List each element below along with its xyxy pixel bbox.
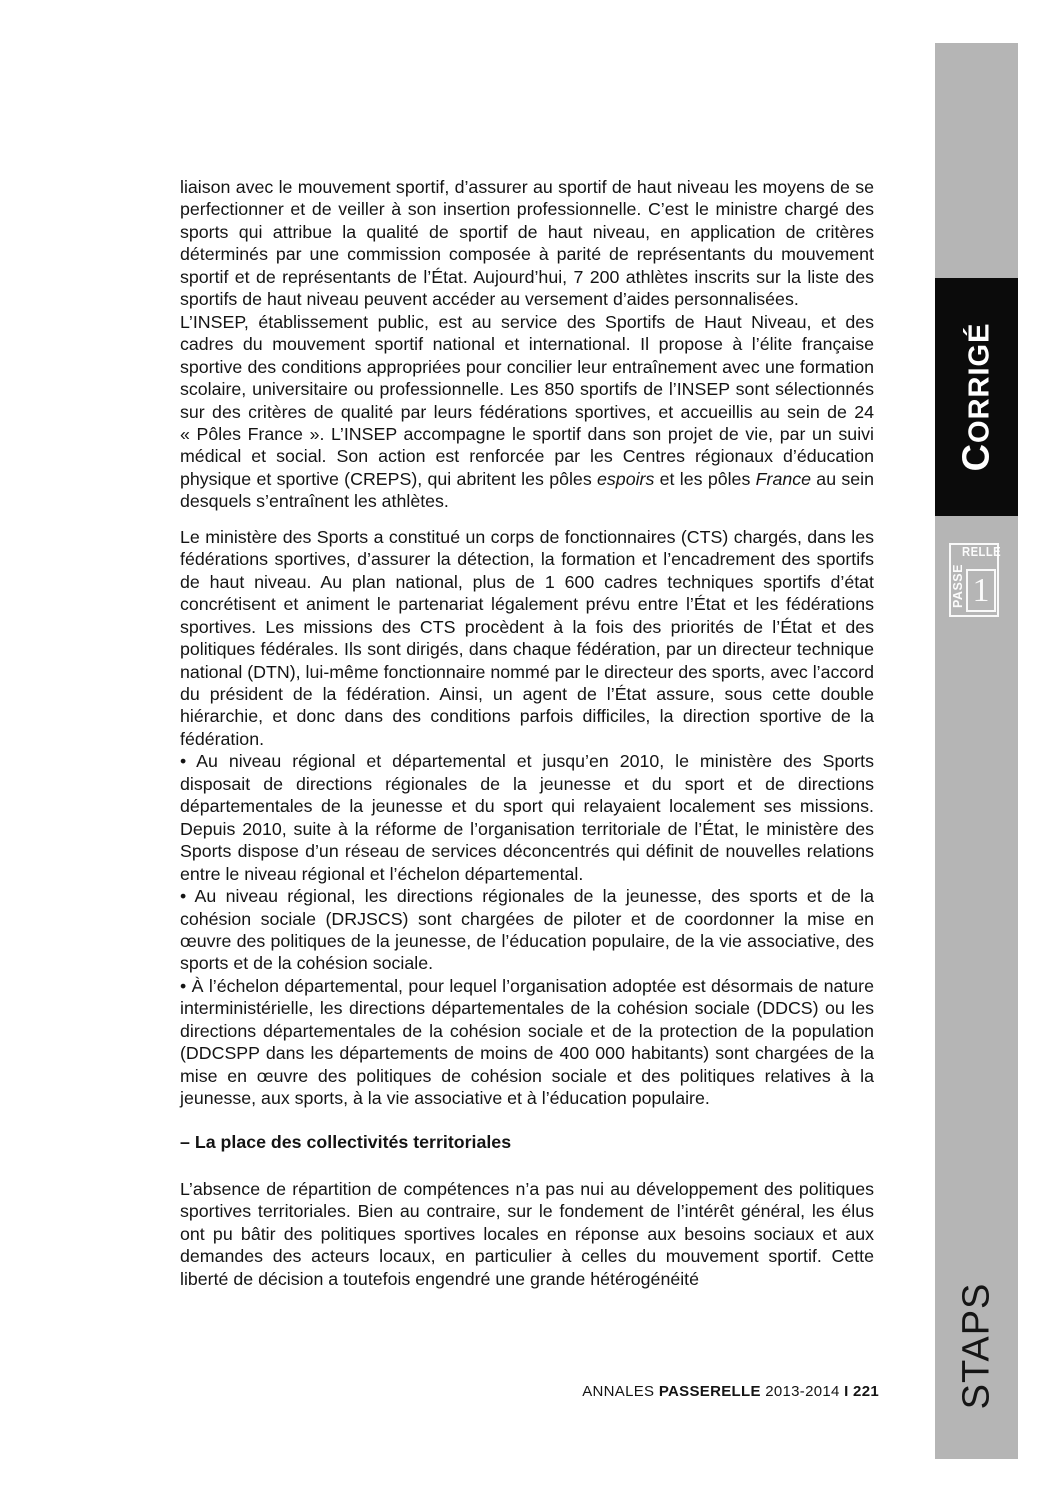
corrige-rest: ORRIGÉ [963, 322, 996, 443]
footer-line [180, 1383, 879, 1400]
text-segment: 2013-2014 [760, 1383, 845, 1400]
text-segment: au sein desquels s’entraînent les athlètes. [180, 468, 875, 512]
section-heading [180, 1131, 874, 1153]
paragraph [180, 176, 874, 311]
paragraph [180, 311, 874, 513]
bullet-paragraph [180, 885, 874, 975]
logo-number: 1 [972, 571, 990, 609]
text-segment: espoirs [597, 468, 655, 489]
logo-relle-text: RELLE [962, 545, 1002, 559]
logo-number-box [966, 569, 996, 612]
corrige-tab [935, 278, 1018, 516]
passerelle-logo [949, 543, 1002, 617]
text-segment: • Au niveau régional et départemental et jusqu’en 2010, le ministère des Sports disposait de directions régionales de la jeunesse et du sport et de directions départementales de la jeunesse et du sport qui relayaient localement ses missions. Depuis 2010, suite à la réforme de l’organisation territoriale de l’État, le ministère des Sports dispose d’un réseau de services déconcentrés qui définit de nouvelles relations entre le niveau régional et l’échelon départemental. [180, 751, 874, 884]
text-segment: Le ministère des Sports a constitué un corps de fonctionnaires (CTS) chargés, dans les fédérations sportives, d’assurer la détection, la formation et l’encadrement des sportifs de haut niveau. Au plan national, plus de 1 600 cadres techniques sportifs d’état concrétisent et animent le partenariat légalement prévu entre l’État et les fédérations sportives. Les missions des CTS procèdent à la fois des priorités de l’État et des politiques fédérales. Ils sont dirigés, dans chaque fédération, par un directeur technique national (DTN), lui-même fonctionnaire nommé par le directeur des sports, avec l’accord du président de la fédération. Ainsi, un agent de l’État assure, sous cette double hiérarchie, et donc dans des conditions parfois difficiles, la direction sportive de la fédération. [180, 526, 874, 749]
corrige-label [955, 322, 998, 472]
bullet-paragraph [180, 975, 874, 1110]
content-blocks [180, 176, 874, 1290]
corrige-initial: C [955, 442, 998, 472]
staps-wrap [935, 1263, 1018, 1428]
sidebar-strip [935, 43, 1018, 1459]
text-segment: I 221 [844, 1383, 879, 1400]
text-segment: ANNALES [582, 1383, 659, 1400]
logo-passe-text: PASSE [950, 563, 965, 608]
text-segment: liaison avec le mouvement sportif, d’assurer au sportif de haut niveau les moyens de se perfectionner et de veiller à son insertion professionnelle. C’est le ministre chargé des sports qui attribue la qualité de sportif de haut niveau, en application de critères déterminés par une commission composée à parité de représentants du mouvement sportif et de représentants de l’État. Aujourd’hui, 7 200 athlètes inscrits sur la liste des sportifs de haut niveau peuvent accéder au versement d’aides personnalisées. [180, 177, 874, 310]
staps-label: STAPS [955, 1282, 998, 1409]
text-segment: et les pôles [654, 468, 756, 489]
text-segment: PASSERELLE [658, 1383, 761, 1400]
text-segment: France [755, 468, 811, 489]
text-segment: • Au niveau régional, les directions régionales de la jeunesse, des sports et de la cohésion sociale (DRJSCS) sont chargées de piloter et de coordonner la mise en œuvre des politiques de la jeunesse, de l’éducation populaire, de la vie associative, des sports et de la cohésion sociale. [180, 886, 874, 974]
logo-passe-wrap [951, 558, 964, 613]
text-segment: L’INSEP, établissement public, est au service des Sportifs de Haut Niveau, et des cadres du mouvement sportif national et international. Il propose à l’élite française sportive des conditions appropriées pour concilier leur entraînement avec une formation scolaire, universitaire ou professionnelle. Les 850 sportifs de l’INSEP sont sélectionnés sur des critères de qualité par leurs fédérations sportives, et accueillis au sein de 24 « Pôles France ». L’INSEP accompagne le sportif dans son projet de vie, par un suivi médical et social. Son action est renforcée par les Centres régionaux d’éducation physique et sportive (CREPS), qui abritent les pôles [180, 311, 874, 489]
bullet-paragraph [180, 750, 874, 885]
text-segment: L’absence de répartition de compétences n’a pas nui au développement des politiques sportives territoriales. Bien au contraire, sur le fondement de l’intérêt général, les élus ont pu bâtir des politiques sportives locales en réponse aux besoins sociaux et aux demandes des acteurs locaux, en particulier à celles du mouvement sportif. Cette liberté de décision a toutefois engendré une grande hétérogénéité [180, 1179, 874, 1289]
paragraph [180, 526, 874, 751]
text-segment: – La place des collectivités territoriales [180, 1131, 512, 1152]
text-segment: • À l’échelon départemental, pour lequel l’organisation adoptée est désormais de nature interministérielle, les directions départementales de la cohésion sociale (DDCS) ou les directions départementales de la cohésion sociale et de la protection de la population (DDCSPP dans les départements de moins de 400 000 habitants) sont chargées de la mise en œuvre des politiques de cohésion sociale et des politiques relatives à la jeunesse, aux sports, à la vie associative et à l’éducation populaire. [180, 975, 874, 1109]
paragraph [180, 1178, 874, 1290]
